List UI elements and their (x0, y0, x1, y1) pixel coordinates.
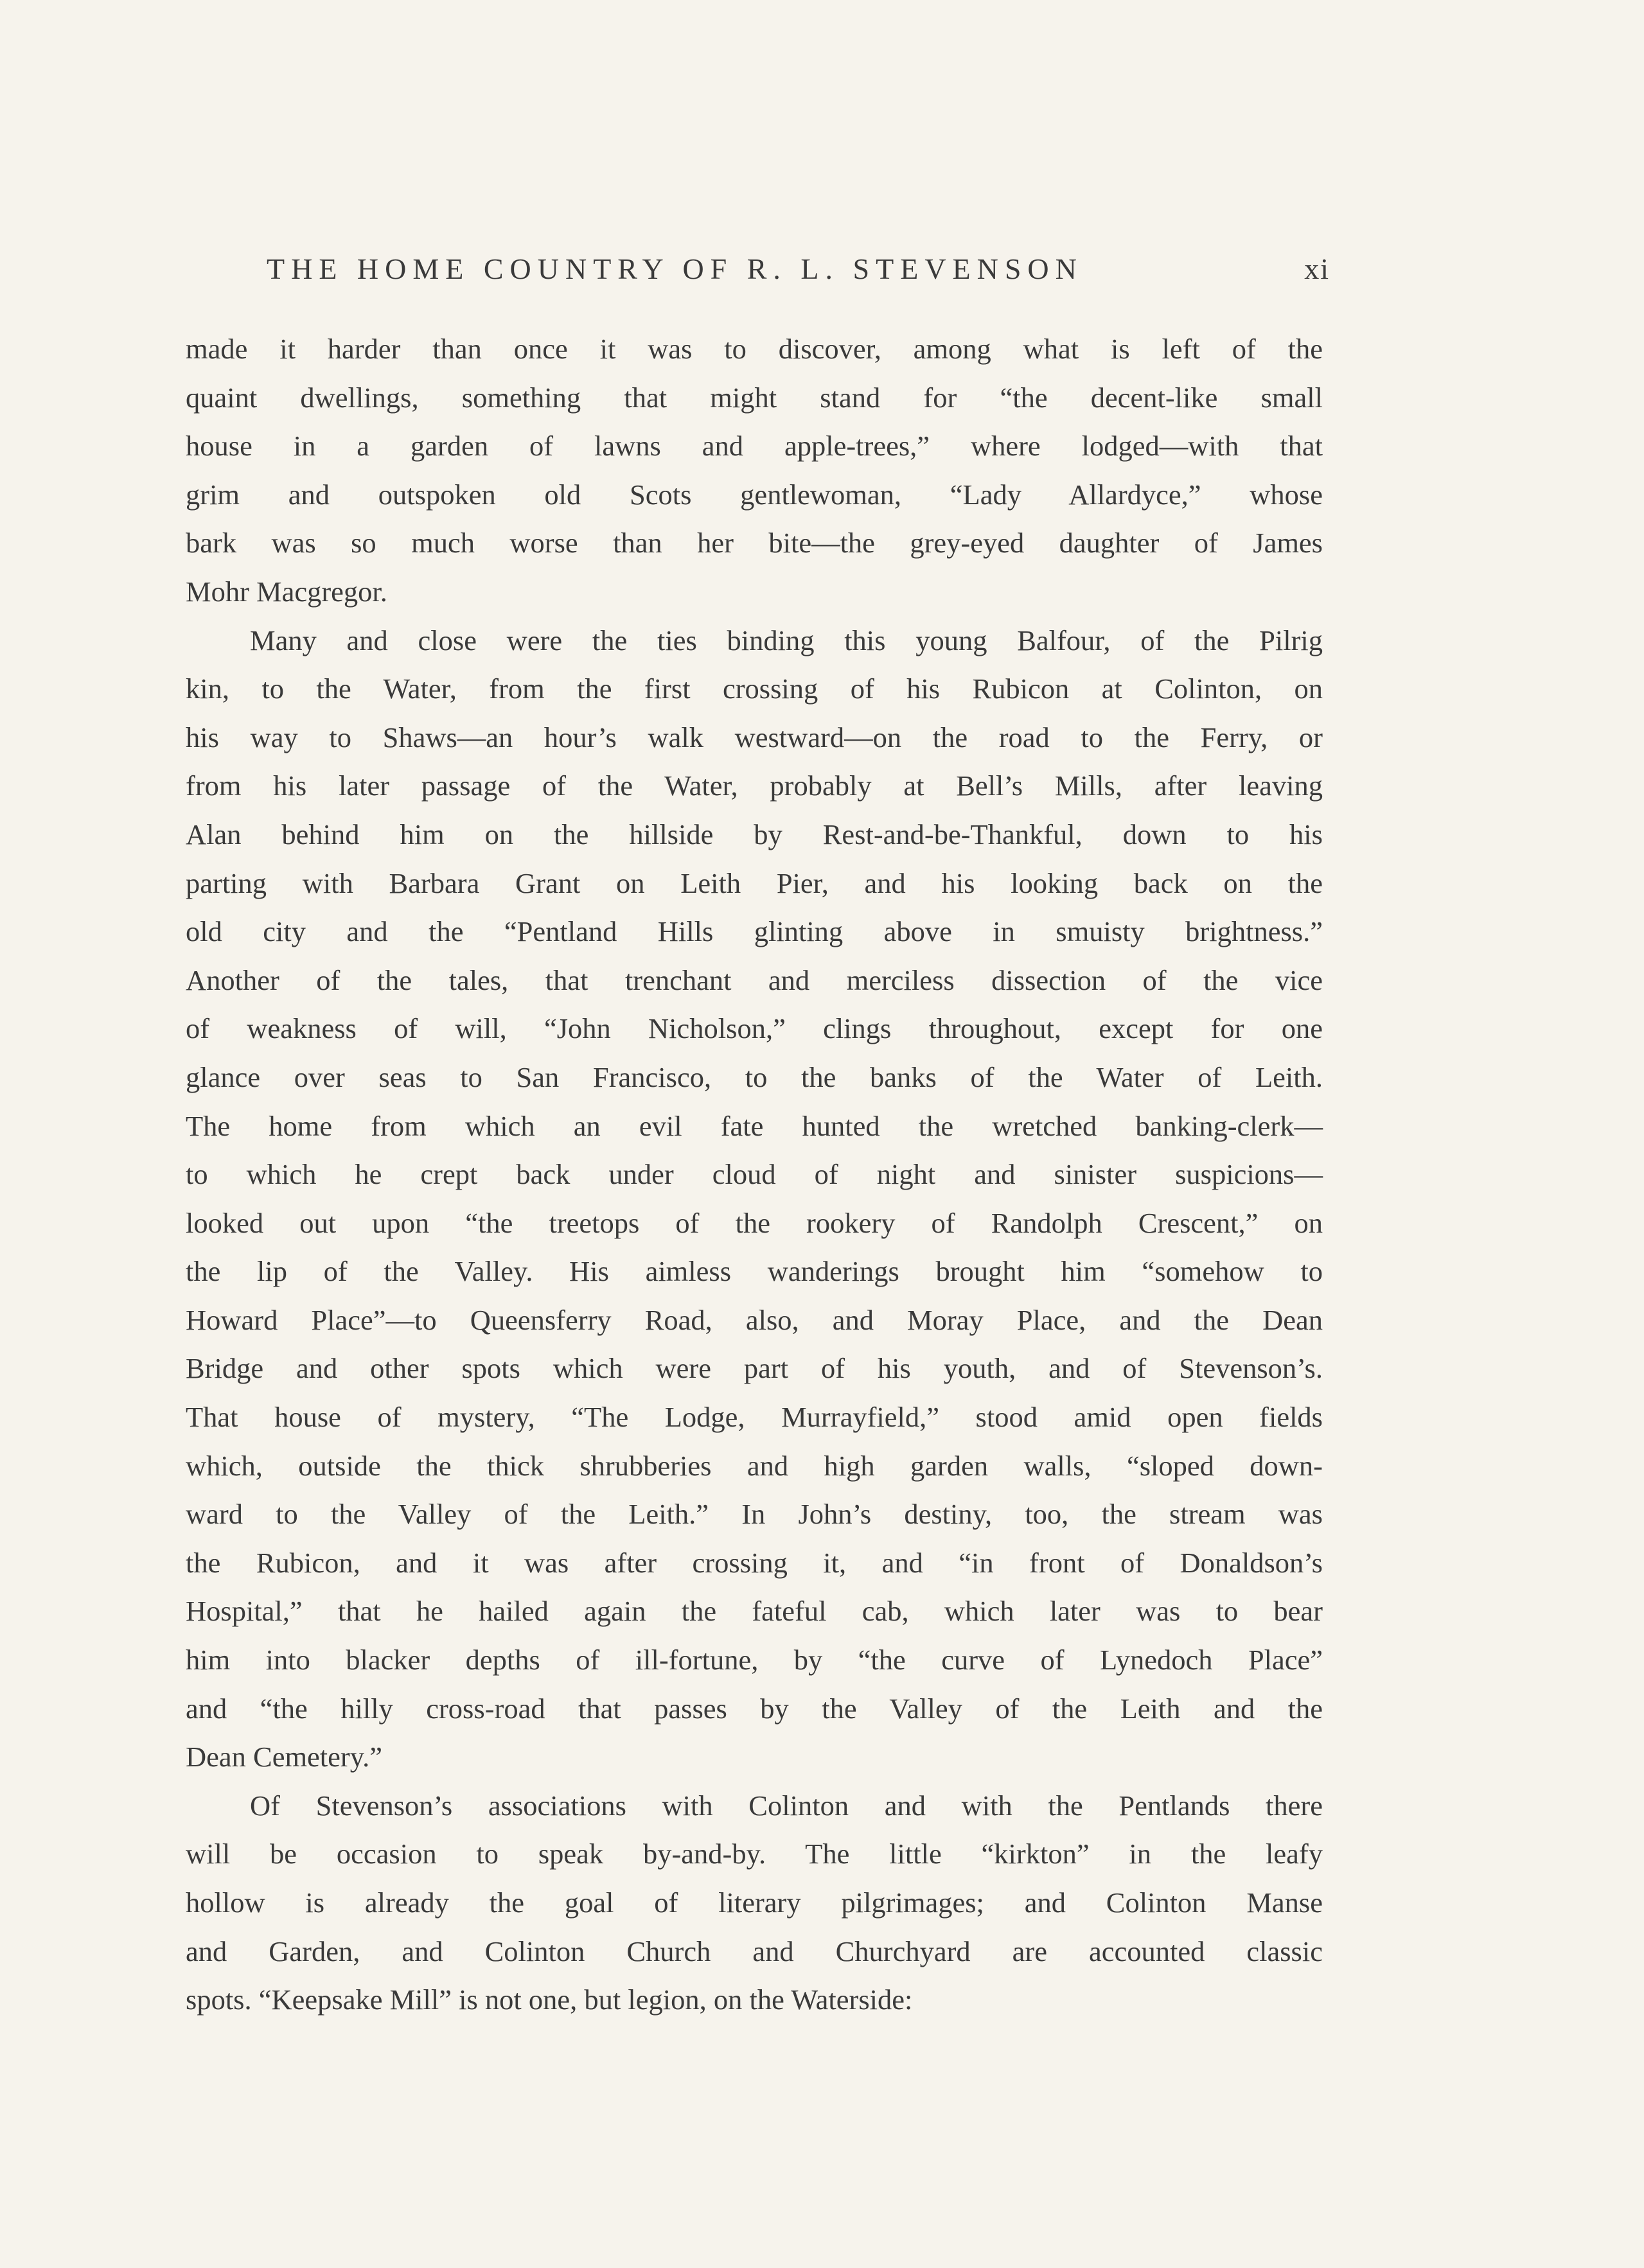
text-line: house in a garden of lawns and apple-trees,” where lodged—with that (186, 430, 1323, 462)
text-line: his way to Shaws—an hour’s walk westward—on the road to the Ferry, or (186, 721, 1323, 753)
text-line: glance over seas to San Francisco, to the banks of the Water of Leith. (186, 1060, 1323, 1093)
text-line: Howard Place”—to Queensferry Road, also, and Moray Place, and the Dean (186, 1303, 1323, 1336)
text-line: Many and close were the ties binding this young Balfour, of the Pilrig (250, 624, 1323, 656)
text-line: kin, to the Water, from the first crossing of his Rubicon at Colinton, on (186, 672, 1323, 705)
text-line: will be occasion to speak by-and-by. The little “kirkton” in the leafy (186, 1838, 1323, 1870)
text-line: parting with Barbara Grant on Leith Pier, and his looking back on the (186, 866, 1323, 899)
text-line: grim and outspoken old Scots gentlewoman, “Lady Allardyce,” whose (186, 478, 1323, 511)
running-head-title: THE HOME COUNTRY OF R. L. STEVENSON (267, 252, 1083, 285)
text-line: bark was so much worse than her bite—the grey-eyed daughter of James (186, 527, 1323, 559)
text-line: to which he crept back under cloud of night and sinister suspicions— (186, 1158, 1323, 1191)
text-line: made it harder than once it was to discover, among what is left of the (186, 333, 1323, 365)
text-line: him into blacker depths of ill-fortune, by “the curve of Lynedoch Place” (186, 1644, 1323, 1676)
paragraph (186, 1782, 1323, 2025)
text-line: Bridge and other spots which were part of his youth, and of Stevenson’s. (186, 1352, 1323, 1385)
text-line: Of Stevenson’s associations with Colinton and with the Pentlands there (250, 1789, 1323, 1822)
text-line: That house of mystery, “The Lodge, Murrayfield,” stood amid open fields (186, 1401, 1323, 1434)
text-line: Hospital,” that he hailed again the fateful cab, which later was to bear (186, 1595, 1323, 1628)
text-line: Another of the tales, that trenchant and merciless dissection of the vice (186, 963, 1323, 996)
text-line: of weakness of will, “John Nicholson,” clings throughout, except for one (186, 1012, 1323, 1045)
text-line: looked out upon “the treetops of the rookery of Randolph Crescent,” on (186, 1206, 1323, 1239)
paragraph (186, 325, 1323, 617)
text-line: ward to the Valley of the Leith.” In John’s destiny, too, the stream was (186, 1498, 1323, 1531)
body-text (186, 325, 1323, 2025)
text-line: quaint dwellings, something that might stand for “the decent-like small (186, 381, 1323, 414)
page-number: xi (1304, 252, 1330, 285)
text-line: spots. “Keepsake Mill” is not one, but legion, on the Waterside: (186, 1983, 913, 2016)
paragraph (186, 617, 1323, 1782)
text-line: Alan behind him on the hillside by Rest-and-be-Thankful, down to his (186, 818, 1323, 850)
text-line: and Garden, and Colinton Church and Churchyard are accounted classic (186, 1935, 1323, 1967)
text-line: the Rubicon, and it was after crossing it, and “in front of Donaldson’s (186, 1546, 1323, 1579)
text-line: Dean Cemetery.” (186, 1741, 382, 1773)
text-line: which, outside the thick shrubberies and high garden walls, “sloped down- (186, 1449, 1323, 1482)
text-line: Mohr Macgregor. (186, 575, 387, 608)
running-head (267, 252, 1330, 290)
text-line: from his later passage of the Water, probably at Bell’s Mills, after leaving (186, 769, 1323, 802)
text-line: the lip of the Valley. His aimless wanderings brought him “somehow to (186, 1255, 1323, 1288)
text-line: The home from which an evil fate hunted the wretched banking-clerk— (186, 1109, 1323, 1142)
text-line: hollow is already the goal of literary pilgrimages; and Colinton Manse (186, 1886, 1323, 1919)
text-line: old city and the “Pentland Hills glinting above in smuisty brightness.” (186, 915, 1323, 948)
text-line: and “the hilly cross-road that passes by the Valley of the Leith and the (186, 1692, 1323, 1725)
